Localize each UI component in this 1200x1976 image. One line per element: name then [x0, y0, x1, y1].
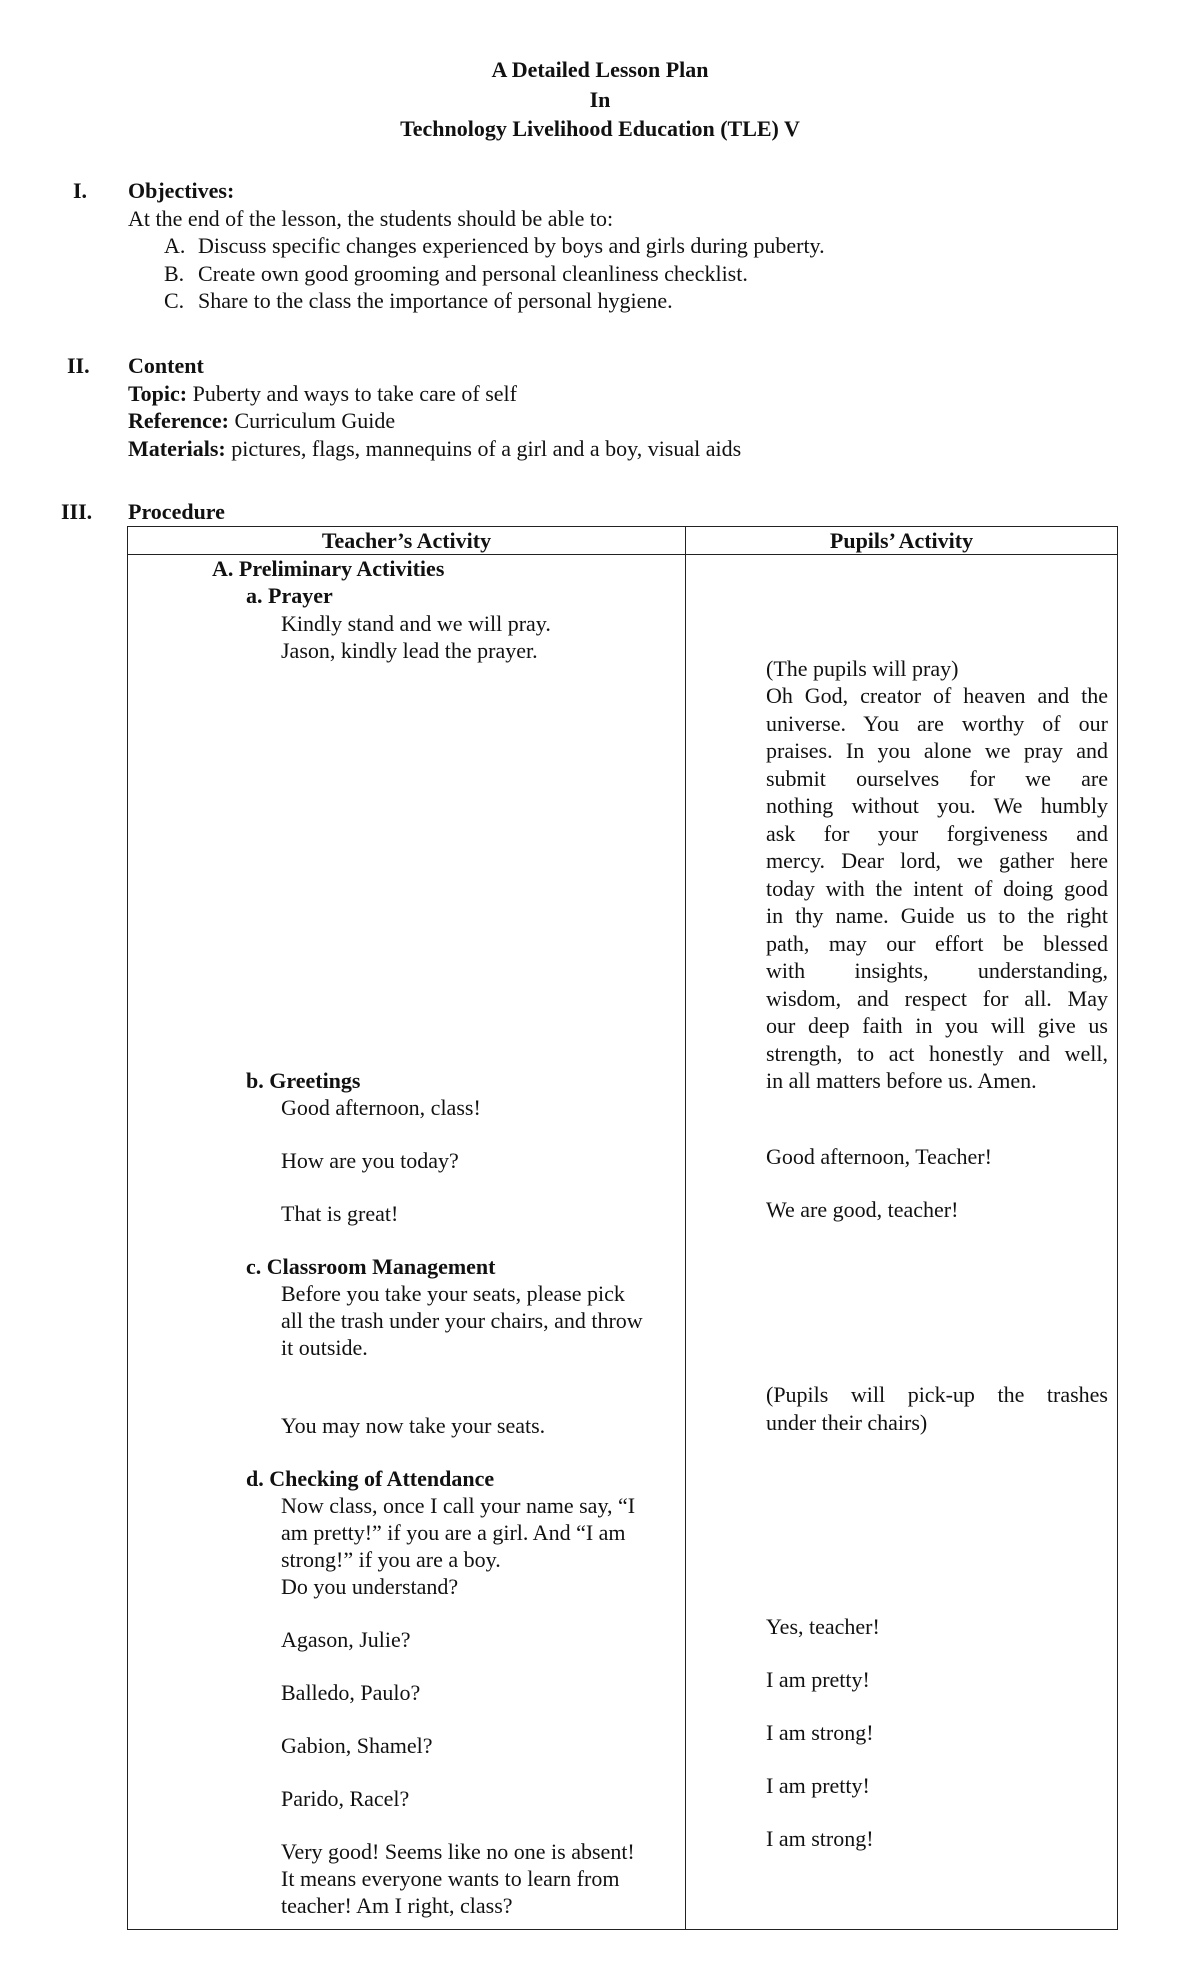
teacher-line: Very good! Seems like no one is absent!: [281, 1839, 635, 1864]
procedure-table: [127, 526, 1118, 1930]
objectives-list: [128, 232, 1128, 315]
pupils-line: Yes, teacher!: [766, 1614, 880, 1639]
prayer-heading: a. Prayer: [246, 583, 333, 608]
pupils-line: I am pretty!: [766, 1667, 870, 1692]
materials-value: pictures, flags, mannequins of a girl and a boy, visual aids: [231, 435, 742, 461]
pupils-prayer-text: [766, 682, 1108, 1095]
attendance-name: Agason, Julie?: [281, 1627, 411, 1652]
teacher-line: teacher! Am I right, class?: [281, 1893, 513, 1918]
objectives-intro: At the end of the lesson, the students should be able to:: [128, 205, 614, 231]
objective-marker: A.: [164, 233, 186, 258]
title-line-1: A Detailed Lesson Plan: [491, 57, 709, 82]
pupils-line: (Pupils will pick-up the trashes: [766, 1382, 1108, 1407]
objectives-heading: Objectives:: [128, 178, 235, 203]
prayer-line: Oh God, creator of heaven and the: [766, 683, 1108, 708]
attendance-name: Parido, Racel?: [281, 1786, 410, 1811]
prayer-line: strength, to act honestly and well,: [766, 1040, 1108, 1066]
prayer-line: with insights, understanding,: [766, 958, 1108, 983]
procedure-heading: Procedure: [128, 499, 225, 524]
reference-value: Curriculum Guide: [234, 408, 396, 433]
content-reference: [128, 407, 1128, 435]
prayer-line: submit ourselves for we are: [766, 765, 1108, 791]
topic-value: Puberty and ways to take care of self: [192, 380, 517, 406]
materials-label: Materials:: [128, 435, 226, 461]
table-row: [128, 555, 1118, 1930]
objective-text: Discuss specific changes experienced by boys and girls during puberty.: [198, 233, 825, 258]
table-header-row: [128, 527, 1118, 555]
content-materials: [128, 435, 1128, 463]
teacher-line: Jason, kindly lead the prayer.: [281, 638, 538, 663]
objective-item: [128, 260, 1128, 288]
prayer-line: universe. You are worthy of our: [766, 710, 1108, 736]
document-title: [0, 55, 1200, 144]
preliminary-activities-heading: A. Preliminary Activities: [212, 556, 445, 581]
prayer-line: praises. In you alone we pray and: [766, 738, 1108, 763]
pupils-line: I am strong!: [766, 1826, 874, 1851]
objective-marker: B.: [164, 260, 185, 286]
content-heading: Content: [128, 353, 204, 378]
content-topic: [128, 380, 1128, 408]
title-line-3: Technology Livelihood Education (TLE) V: [400, 116, 800, 141]
teacher-line: Now class, once I call your name say, “I: [281, 1493, 636, 1518]
prayer-line: today with the intent of doing good: [766, 875, 1108, 901]
prayer-line: in thy name. Guide us to the right: [766, 903, 1108, 928]
teacher-activity-cell: [128, 555, 686, 1930]
title-line-2: In: [589, 86, 611, 112]
teacher-line: That is great!: [281, 1201, 399, 1226]
prayer-line: our deep faith in you will give us: [766, 1013, 1108, 1038]
objectives-numeral: I.: [73, 178, 88, 203]
pupils-classroom-text: [766, 1381, 1108, 1436]
pupils-line: I am pretty!: [766, 1773, 870, 1798]
pupils-prayer-note: (The pupils will pray): [766, 656, 959, 681]
prayer-line: in all matters before us. Amen.: [766, 1068, 1037, 1093]
teacher-line: You may now take your seats.: [281, 1413, 546, 1438]
teacher-line: am pretty!” if you are a girl. And “I am: [281, 1520, 626, 1545]
objective-marker: C.: [164, 288, 185, 313]
teacher-line: Before you take your seats, please pick: [281, 1281, 625, 1306]
topic-label: Topic:: [128, 380, 188, 406]
prayer-line: path, may our effort be blessed: [766, 930, 1108, 956]
pupils-activity-cell: [686, 555, 1118, 1930]
pupils-line: Good afternoon, Teacher!: [766, 1144, 992, 1169]
pupils-line: We are good, teacher!: [766, 1197, 959, 1222]
content-numeral: II.: [67, 353, 90, 378]
teacher-line: Do you understand?: [281, 1574, 459, 1599]
teacher-activity-header: Teacher’s Activity: [128, 527, 686, 555]
greetings-heading: b. Greetings: [246, 1068, 361, 1093]
objective-text: Create own good grooming and personal cleanliness checklist.: [198, 260, 748, 286]
pupils-line: I am strong!: [766, 1720, 874, 1745]
objective-item: [128, 232, 1128, 260]
attendance-name: Gabion, Shamel?: [281, 1733, 433, 1758]
attendance-name: Balledo, Paulo?: [281, 1680, 421, 1705]
objective-item: [128, 287, 1128, 315]
objective-text: Share to the class the importance of personal hygiene.: [198, 288, 673, 313]
teacher-line: How are you today?: [281, 1148, 459, 1173]
attendance-heading: d. Checking of Attendance: [246, 1466, 495, 1491]
teacher-line: Good afternoon, class!: [281, 1095, 481, 1120]
prayer-line: ask for your forgiveness and: [766, 820, 1108, 846]
teacher-line: It means everyone wants to learn from: [281, 1866, 620, 1891]
classroom-management-heading: c. Classroom Management: [246, 1254, 496, 1279]
prayer-line: nothing without you. We humbly: [766, 793, 1108, 818]
prayer-line: mercy. Dear lord, we gather here: [766, 848, 1108, 873]
teacher-line: it outside.: [281, 1335, 368, 1360]
prayer-line: wisdom, and respect for all. May: [766, 985, 1108, 1011]
reference-label: Reference:: [128, 408, 229, 433]
teacher-line: all the trash under your chairs, and throw: [281, 1308, 643, 1333]
teacher-line: strong!” if you are a boy.: [281, 1547, 501, 1572]
teacher-line: Kindly stand and we will pray.: [281, 611, 551, 636]
procedure-numeral: III.: [61, 499, 93, 524]
pupils-activity-header: Pupils’ Activity: [686, 527, 1118, 555]
pupils-line: under their chairs): [766, 1409, 928, 1435]
